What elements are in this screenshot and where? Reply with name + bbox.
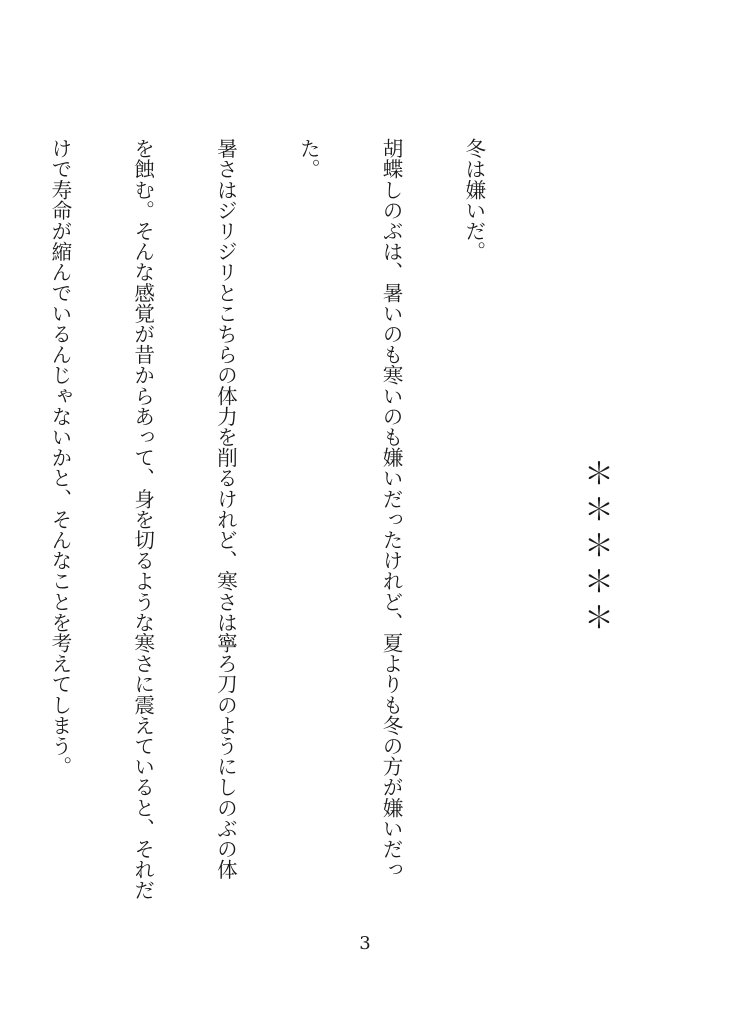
page-number: 3	[359, 933, 371, 954]
text-line: を蝕む。そんな感覚が昔からあって、身を切るような寒さに震えていると、それだ	[130, 138, 155, 901]
text-line: 胡蝶しのぶは、暑いのも寒いのも嫌いだったけれど、夏よりも冬の方が嫌いだっ	[379, 138, 404, 880]
text-line: 冬は嫌いだ。	[461, 138, 486, 262]
body-text	[47, 138, 542, 901]
text-line: 暑さはジリジリとこちらの体力を削るけれど、寒さは寧ろ刀のようにしのぶの体	[213, 138, 238, 880]
scene-separator: ＊＊＊＊＊	[578, 458, 613, 638]
text-line: た。	[296, 138, 321, 180]
text-line: けで寿命が縮んでいるんじゃないかと、そんなことを考えてしまう。	[47, 138, 72, 777]
